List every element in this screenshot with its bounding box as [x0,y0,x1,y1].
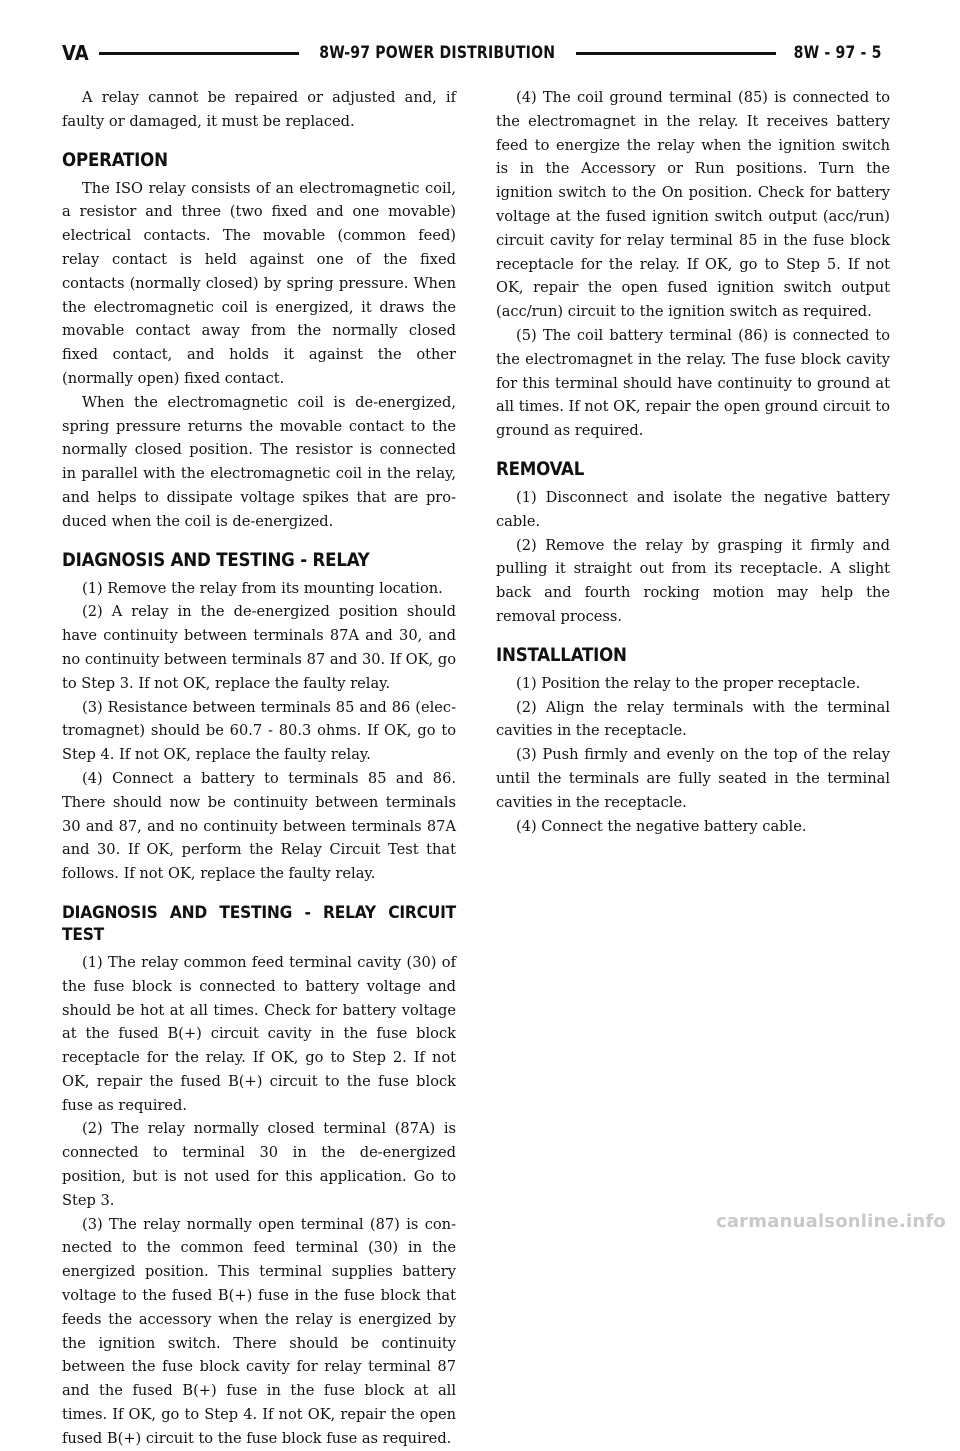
installation-step-3: (3) Push firmly and evenly on the top of the relay until the terminals are fully seated in the terminal cavities in the receptacle. [496,746,890,811]
diagnosis-relay-step-1: (1) Remove the relay from its mounting location. [82,579,443,597]
removal-step-1: (1) Disconnect and isolate the negative battery cable. [496,488,890,530]
header-rule-right [576,52,777,55]
installation-step-2: (2) Align the relay terminals with the terminal cavities in the receptacle. [496,698,890,740]
diagnosis-circuit-step-1: (1) The relay common feed terminal cavity (30) of the fuse block is connected to battery voltage and should be hot at all times. Check for battery voltage at the fused B(+) circuit cavity in the fuse block receptacle for the relay. If OK, go to Step 2. If not OK, repair the fused B(+) circuit to the fuse block fuse as required. [62,953,456,1114]
diagnosis-relay-heading: DIAGNOSIS AND TESTING - RELAY [62,549,370,571]
diagnosis-circuit-step-2: (2) The relay normally closed terminal (87A) is connected to terminal 30 in the de-energized position, but is not used for this application. Go to Step 3. [62,1120,456,1209]
removal-step-2: (2) Remove the relay by grasping it firmly and pulling it straight out from its receptacle. A slight back and fourth rocking motion may help the removal process. [496,536,890,625]
site-watermark: carmanualsonline.info [715,1211,946,1232]
diagnosis-relay-step-3: (3) Resistance between terminals 85 and 86 (electromagnet) should be 60.7 - 80.3 ohms. If OK, go to Step 4. If not OK, replace the faulty relay. [62,698,456,764]
header-page-number: 8W - 97 - 5 [794,43,883,63]
left-column [62,86,456,1451]
diagnosis-circuit-step-3: (3) The relay normally open terminal (87) is connected to the common feed terminal (30) in the energized position. This terminal supplies battery voltage to the fused B(+) fuse in the fuse block that feeds the accessory when the relay is energized by the ignition switch. There should be continuity between the fuse block cavity for relay terminal 87 and the fused B(+) fuse in the fuse block at all times. If OK, go to Step 4. If not OK, repair the open fused B(+) circuit to the fuse block fuse as required. [62,1215,456,1447]
header-vehicle-code: VA [62,41,89,65]
installation-step-1: (1) Position the relay to the proper receptacle. [516,674,861,692]
diagnosis-relay-step-2: (2) A relay in the de-energized position should have continuity between terminals 87A and 30, and no continuity between terminals 87 and 30. If OK, go to Step 3. If not OK, replace the faulty relay. [62,603,456,692]
diagnosis-circuit-heading: DIAGNOSIS AND TESTING - RELAY CIRCUIT TEST [62,902,456,945]
operation-paragraph-1: The ISO relay consists of an electromagnetic coil, a resistor and three (two fixed and one movable) electrical contacts. The movable (common feed) relay contact is held against one of the fixed contacts (normally closed) by spring pressure. When the electromagnetic coil is energized, it draws the movable contact away from the normally closed fixed contact, and holds it against the other (normally open) fixed contact. [62,179,456,387]
diagnosis-circuit-step-5: (5) The coil battery terminal (86) is connected to the electromagnet in the relay. The fuse block cavity for this terminal should have continuity to ground at all times. If not OK, repair the open ground circuit to ground as required. [496,326,890,440]
right-column [496,86,890,838]
installation-step-4: (4) Connect the negative battery cable. [516,817,807,835]
removal-heading: REMOVAL [496,458,585,480]
installation-heading: INSTALLATION [496,644,627,666]
operation-paragraph-2: When the electromagnetic coil is de-energized, spring pressure returns the movable contact to the normally closed position. The resistor is connected in parallel with the electromagnetic coil in the relay, and helps to dissipate voltage spikes that are produced when the coil is de-energized. [62,393,456,530]
diagnosis-relay-step-4: (4) Connect a battery to terminals 85 and 86. There should now be continuity between terminals 30 and 87, and no continuity between terminals 87A and 30. If OK, perform the Relay Circuit Test that follows. If not OK, replace the faulty relay. [62,769,456,883]
intro-paragraph: A relay cannot be repaired or adjusted and, if faulty or damaged, it must be replaced. [62,89,456,130]
header-section-title: 8W-97 POWER DISTRIBUTION [319,43,556,63]
diagnosis-circuit-step-4: (4) The coil ground terminal (85) is connected to the electromagnet in the relay. It receives battery feed to energize the relay when the ignition switch is in the Accessory or Run positions. Turn the ignition switch to the On position. Check for battery voltage at the fused ignition switch output (acc/run) circuit cavity for relay terminal 85 in the fuse block receptacle for the relay. If OK, go to Step 5. If not OK, repair the open fused ignition switch output (acc/run) circuit to the ignition switch as required. [496,89,890,321]
running-header [62,38,882,68]
operation-heading: OPERATION [62,149,168,171]
header-rule-left [99,52,300,55]
